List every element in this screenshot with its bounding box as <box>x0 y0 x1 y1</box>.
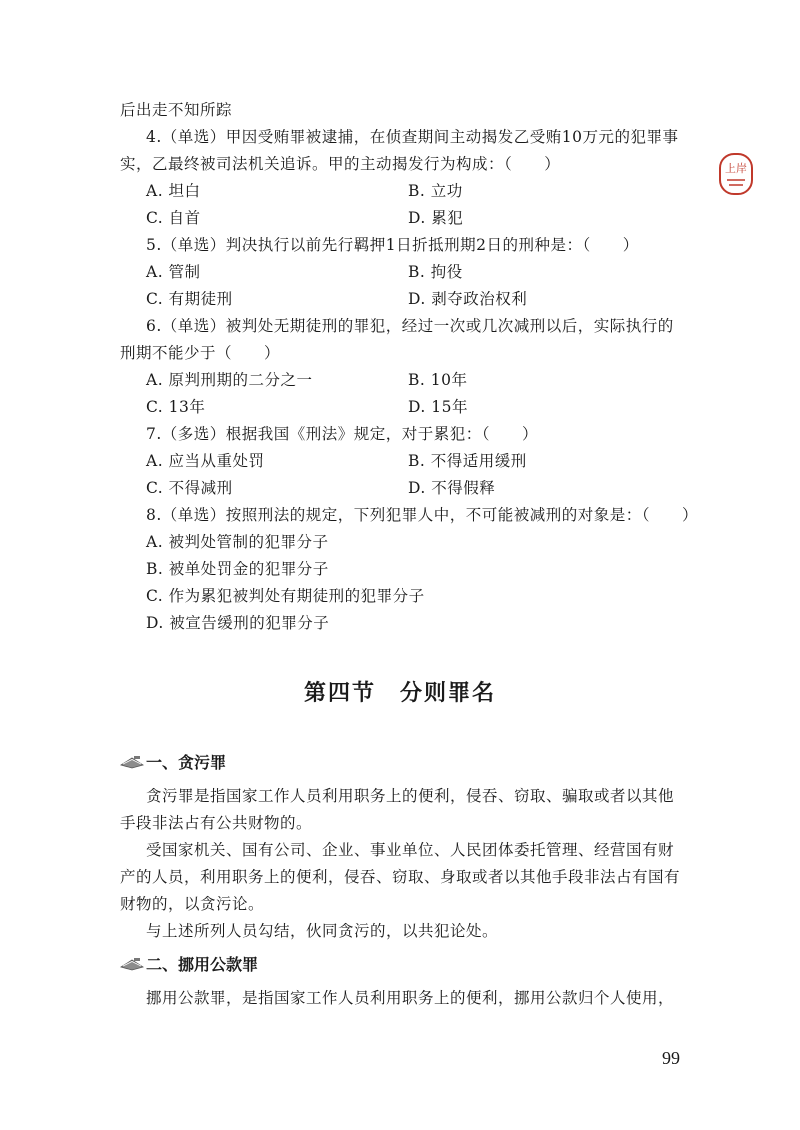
subheading-1 <box>120 752 226 774</box>
question-8: 8.（单选）按照刑法的规定，下列犯罪人中，不可能被减刑的对象是：（ ） <box>146 506 699 524</box>
option-b: B. 立功 <box>408 182 463 200</box>
subheading-2 <box>120 954 258 976</box>
paragraph-line: 挪用公款罪，是指国家工作人员利用职务上的便利，挪用公款归个人使用， <box>146 989 675 1007</box>
paragraph-line: 手段非法占有公共财物的。 <box>120 814 313 832</box>
paragraph-line: 产的人员，利用职务上的便利，侵吞、窃取、身取或者以其他手段非法占有国有 <box>120 868 681 886</box>
paragraph-line: 贪污罪是指国家工作人员利用职务上的便利，侵吞、窃取、骗取或者以其他 <box>146 787 675 805</box>
option-d: D. 被宣告缓刑的犯罪分子 <box>146 614 330 632</box>
option-c: C. 自首 <box>146 209 201 227</box>
paragraph-line: 财物的，以贪污论。 <box>120 895 265 913</box>
option-a: A. 管制 <box>146 263 201 281</box>
question-6-line-1: 6.（单选）被判处无期徒刑的罪犯，经过一次或几次减刑以后，实际执行的 <box>146 317 674 335</box>
section-title: 第四节 分则罪名 <box>303 681 496 706</box>
subheading-1-text: 一、贪污罪 <box>146 753 227 772</box>
option-c: C. 不得减刑 <box>146 479 233 497</box>
book-icon <box>120 755 144 769</box>
option-a: A. 原判刑期的二分之一 <box>146 371 313 389</box>
option-a: A. 被判处管制的犯罪分子 <box>146 533 329 551</box>
option-d: D. 15年 <box>408 398 468 416</box>
option-d: D. 不得假释 <box>408 479 496 497</box>
question-7: 7.（多选）根据我国《刑法》规定，对于累犯：（ ） <box>146 425 539 443</box>
question-4-line-1: 4.（单选）甲因受贿罪被逮捕，在侦查期间主动揭发乙受贿10万元的犯罪事 <box>146 128 679 146</box>
question-5: 5.（单选）判决执行以前先行羁押1日折抵刑期2日的刑种是：（ ） <box>146 236 639 254</box>
subheading-2-text: 二、挪用公款罪 <box>146 955 259 974</box>
question-6-line-2: 刑期不能少于（ ） <box>120 344 281 362</box>
option-a: A. 应当从重处罚 <box>146 452 265 470</box>
page-number: 99 <box>662 1048 680 1068</box>
option-b: B. 不得适用缓刑 <box>408 452 527 470</box>
book-icon <box>120 957 144 971</box>
question-4-line-2: 实，乙最终被司法机关追诉。甲的主动揭发行为构成：（ ） <box>120 155 561 173</box>
seal-stamp-icon <box>718 152 754 196</box>
seal-text: 上岸 <box>725 162 747 175</box>
text-line: 后出走不知所踪 <box>120 101 233 119</box>
option-c: C. 有期徒刑 <box>146 290 233 308</box>
paragraph-line: 与上述所列人员勾结，伙同贪污的，以共犯论处。 <box>146 922 499 940</box>
option-c: C. 13年 <box>146 398 206 416</box>
option-b: B. 10年 <box>408 371 468 389</box>
option-c: C. 作为累犯被判处有期徒刑的犯罪分子 <box>146 587 425 605</box>
paragraph-line: 受国家机关、国有公司、企业、事业单位、人民团体委托管理、经营国有财 <box>146 841 675 859</box>
option-b: B. 被单处罚金的犯罪分子 <box>146 560 329 578</box>
option-d: D. 剥夺政治权利 <box>408 290 528 308</box>
option-a: A. 坦白 <box>146 182 201 200</box>
option-b: B. 拘役 <box>408 263 463 281</box>
option-d: D. 累犯 <box>408 209 464 227</box>
